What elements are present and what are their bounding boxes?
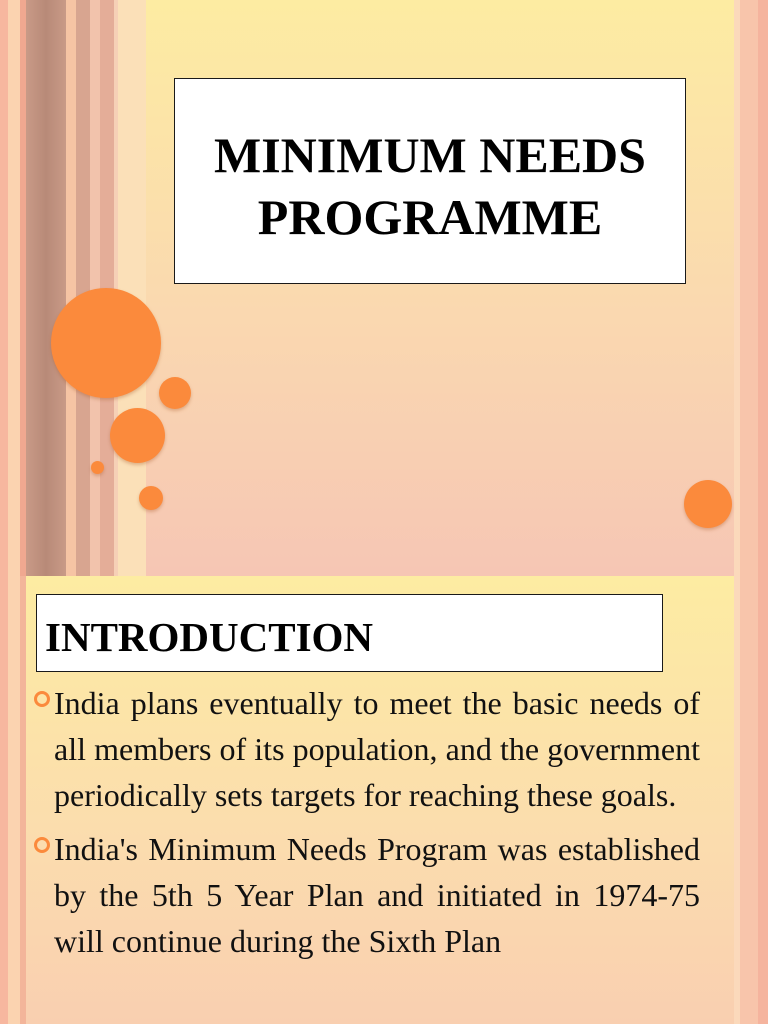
section-heading: INTRODUCTION: [45, 614, 374, 660]
decorative-stripe: [740, 0, 758, 576]
heading-box: [36, 594, 663, 672]
decorative-stripe: [734, 576, 740, 1024]
decorative-circle: [110, 408, 165, 463]
decorative-stripe: [734, 0, 740, 576]
decorative-stripe: [20, 576, 26, 1024]
decorative-stripe: [0, 576, 8, 1024]
decorative-stripe: [76, 0, 90, 576]
decorative-stripe: [26, 0, 66, 576]
bullet-text: India plans eventually to meet the basic needs of all members of its population, and the government periodically sets targets for reaching these goals.: [54, 685, 700, 813]
slide-title: MINIMUM NEEDS PROGRAMME: [214, 126, 646, 245]
decorative-circle-large: [51, 288, 161, 398]
decorative-circle: [159, 377, 191, 409]
bullet-text: India's Minimum Needs Program was established by the 5th 5 Year Plan and initiated in 1974-75 will continue during the Sixth Plan: [54, 831, 700, 959]
content-slide: [0, 576, 768, 1024]
bullet-list: [32, 680, 700, 972]
title-box: [174, 78, 686, 284]
decorative-stripe: [8, 0, 20, 576]
ring-bullet-icon: [34, 691, 50, 707]
decorative-stripe: [740, 576, 758, 1024]
decorative-circle-right: [684, 480, 732, 528]
list-item: [32, 826, 700, 964]
list-item: [32, 680, 700, 818]
decorative-stripe: [8, 576, 20, 1024]
decorative-circle-tiny: [91, 461, 104, 474]
decorative-stripe: [758, 0, 768, 576]
decorative-circle-small: [139, 486, 163, 510]
decorative-stripe: [758, 576, 768, 1024]
decorative-stripe: [0, 0, 8, 576]
ring-bullet-icon: [34, 837, 50, 853]
decorative-stripe: [66, 0, 76, 576]
